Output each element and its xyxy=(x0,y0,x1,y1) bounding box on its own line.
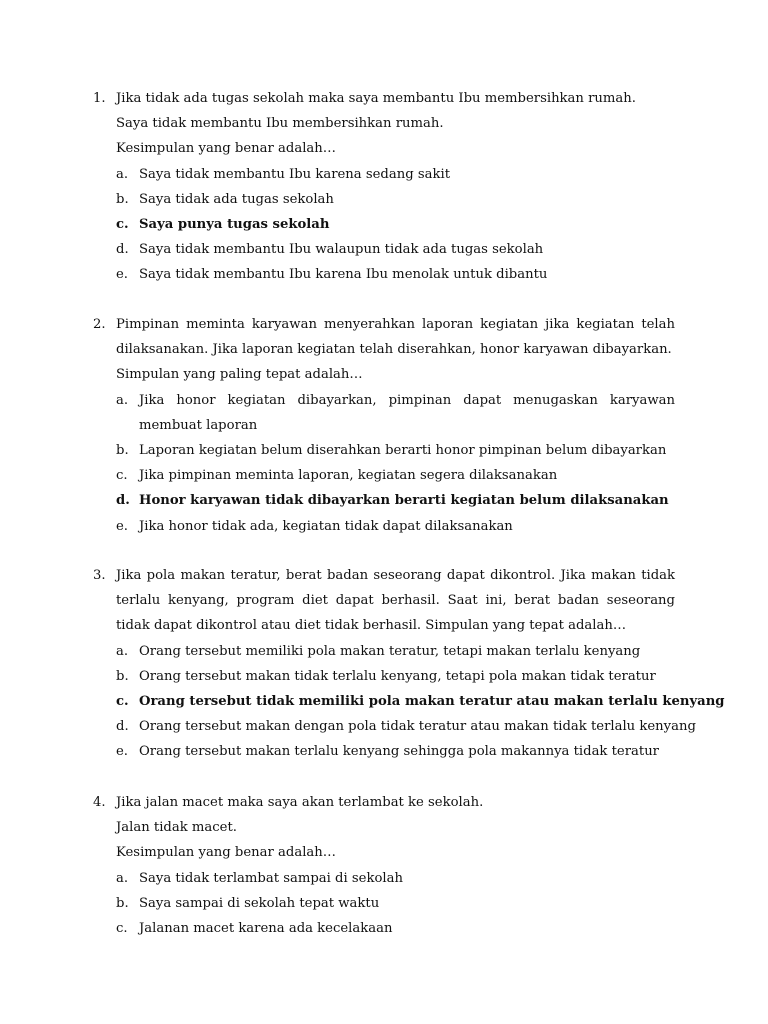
option-letter: d. xyxy=(116,719,129,735)
answer-option-b xyxy=(93,664,675,689)
option-letter: b. xyxy=(116,668,129,684)
answer-option-c-correct xyxy=(93,689,725,714)
question-4 xyxy=(93,790,675,941)
option-letter: c. xyxy=(116,217,129,233)
option-letter: b. xyxy=(116,895,129,911)
answer-option-c-correct xyxy=(93,212,675,237)
answer-option-b xyxy=(93,187,675,212)
answer-option-a xyxy=(93,388,675,438)
option-letter: a. xyxy=(116,643,129,659)
question-text: Jika jalan macet maka saya akan terlambat ke sekolah. xyxy=(116,795,484,810)
question-number: 3. xyxy=(93,568,106,583)
question-number: 1. xyxy=(93,91,106,106)
option-text: Orang tersebut memiliki pola makan teratur, tetapi makan terlalu kenyang xyxy=(139,643,641,659)
option-text: Saya tidak membantu Ibu walaupun tidak ada tugas sekolah xyxy=(139,242,544,258)
option-letter: e. xyxy=(116,744,128,760)
option-text: Jika honor kegiatan dibayarkan, pimpinan dapat menugaskan karyawan membuat laporan xyxy=(139,392,675,433)
question-stem-line xyxy=(93,86,675,111)
option-letter: d. xyxy=(116,493,130,509)
question-stem-line xyxy=(93,815,675,840)
question-text: Simpulan yang paling tepat adalah… xyxy=(116,367,363,383)
answer-option-c xyxy=(93,463,675,488)
answer-option-b xyxy=(93,891,675,916)
question-text: Saya tidak membantu Ibu membersihkan rumah. xyxy=(116,116,444,132)
option-letter: a. xyxy=(116,392,129,408)
question-prompt xyxy=(93,840,675,865)
option-text: Jalanan macet karena ada kecelakaan xyxy=(139,921,393,937)
question-number: 4. xyxy=(93,795,106,810)
option-text: Saya punya tugas sekolah xyxy=(139,217,330,233)
option-text: Orang tersebut makan dengan pola tidak teratur atau makan tidak terlalu kenyang xyxy=(139,719,696,735)
option-letter: e. xyxy=(116,267,128,283)
question-stem-line xyxy=(93,790,675,815)
question-3 xyxy=(93,563,725,765)
option-letter: b. xyxy=(116,191,129,207)
answer-option-d xyxy=(93,237,675,262)
option-letter: c. xyxy=(116,694,129,710)
question-stem-paragraph xyxy=(93,563,675,639)
option-text: Saya tidak membantu Ibu karena sedang sakit xyxy=(139,166,450,182)
question-prompt xyxy=(93,136,675,161)
question-2 xyxy=(93,312,675,539)
option-letter: b. xyxy=(116,443,129,459)
answer-option-c xyxy=(93,916,675,941)
option-letter: c. xyxy=(116,468,128,484)
question-text: Jalan tidak macet. xyxy=(116,820,237,836)
option-text: Laporan kegiatan belum diserahkan berarti honor pimpinan belum dibayarkan xyxy=(139,443,667,459)
answer-option-e xyxy=(93,739,675,764)
option-text: Orang tersebut makan terlalu kenyang sehingga pola makannya tidak teratur xyxy=(139,744,659,760)
option-letter: a. xyxy=(116,870,129,886)
answer-option-b xyxy=(93,438,675,463)
question-stem-paragraph xyxy=(93,312,675,362)
option-text: Orang tersebut makan tidak terlalu kenyang, tetapi pola makan tidak teratur xyxy=(139,668,656,684)
option-text: Honor karyawan tidak dibayarkan berarti kegiatan belum dilaksanakan xyxy=(139,493,669,509)
answer-option-e xyxy=(93,514,675,539)
option-letter: a. xyxy=(116,166,129,182)
question-text: Pimpinan meminta karyawan menyerahkan laporan kegiatan jika kegiatan telah dilaksanakan. Jika laporan kegiatan telah diserahkan, honor karyawan dibayarkan. xyxy=(116,317,675,358)
answer-option-d xyxy=(93,714,696,739)
question-text: Kesimpulan yang benar adalah… xyxy=(116,845,336,861)
option-text: Saya tidak membantu Ibu karena Ibu menolak untuk dibantu xyxy=(139,267,548,283)
question-number: 2. xyxy=(93,317,106,332)
answer-option-e xyxy=(93,262,675,287)
question-text: Jika tidak ada tugas sekolah maka saya membantu Ibu membersihkan rumah. xyxy=(116,91,636,106)
question-text: Jika pola makan teratur, berat badan seseorang dapat dikontrol. Jika makan tidak terlalu kenyang, program diet dapat berhasil. Saat ini, berat badan seseorang tidak dapat dikontrol atau diet tidak berhasil. Simpulan yang tepat adalah… xyxy=(116,568,675,634)
option-text: Jika pimpinan meminta laporan, kegiatan segera dilaksanakan xyxy=(139,468,558,484)
answer-option-d-correct xyxy=(93,488,675,513)
answer-option-a xyxy=(93,639,675,664)
option-letter: c. xyxy=(116,921,128,937)
question-stem-line xyxy=(93,111,675,136)
answer-option-a xyxy=(93,162,675,187)
question-text: Kesimpulan yang benar adalah… xyxy=(116,141,336,157)
option-letter: d. xyxy=(116,242,129,258)
option-text: Saya tidak ada tugas sekolah xyxy=(139,191,334,207)
option-text: Orang tersebut tidak memiliki pola makan teratur atau makan terlalu kenyang xyxy=(139,694,725,710)
option-text: Saya sampai di sekolah tepat waktu xyxy=(139,895,380,911)
question-1 xyxy=(93,86,675,288)
option-text: Saya tidak terlambat sampai di sekolah xyxy=(139,870,403,886)
option-letter: e. xyxy=(116,518,128,534)
answer-option-a xyxy=(93,866,675,891)
question-prompt xyxy=(93,362,675,387)
option-text: Jika honor tidak ada, kegiatan tidak dapat dilaksanakan xyxy=(139,518,513,534)
